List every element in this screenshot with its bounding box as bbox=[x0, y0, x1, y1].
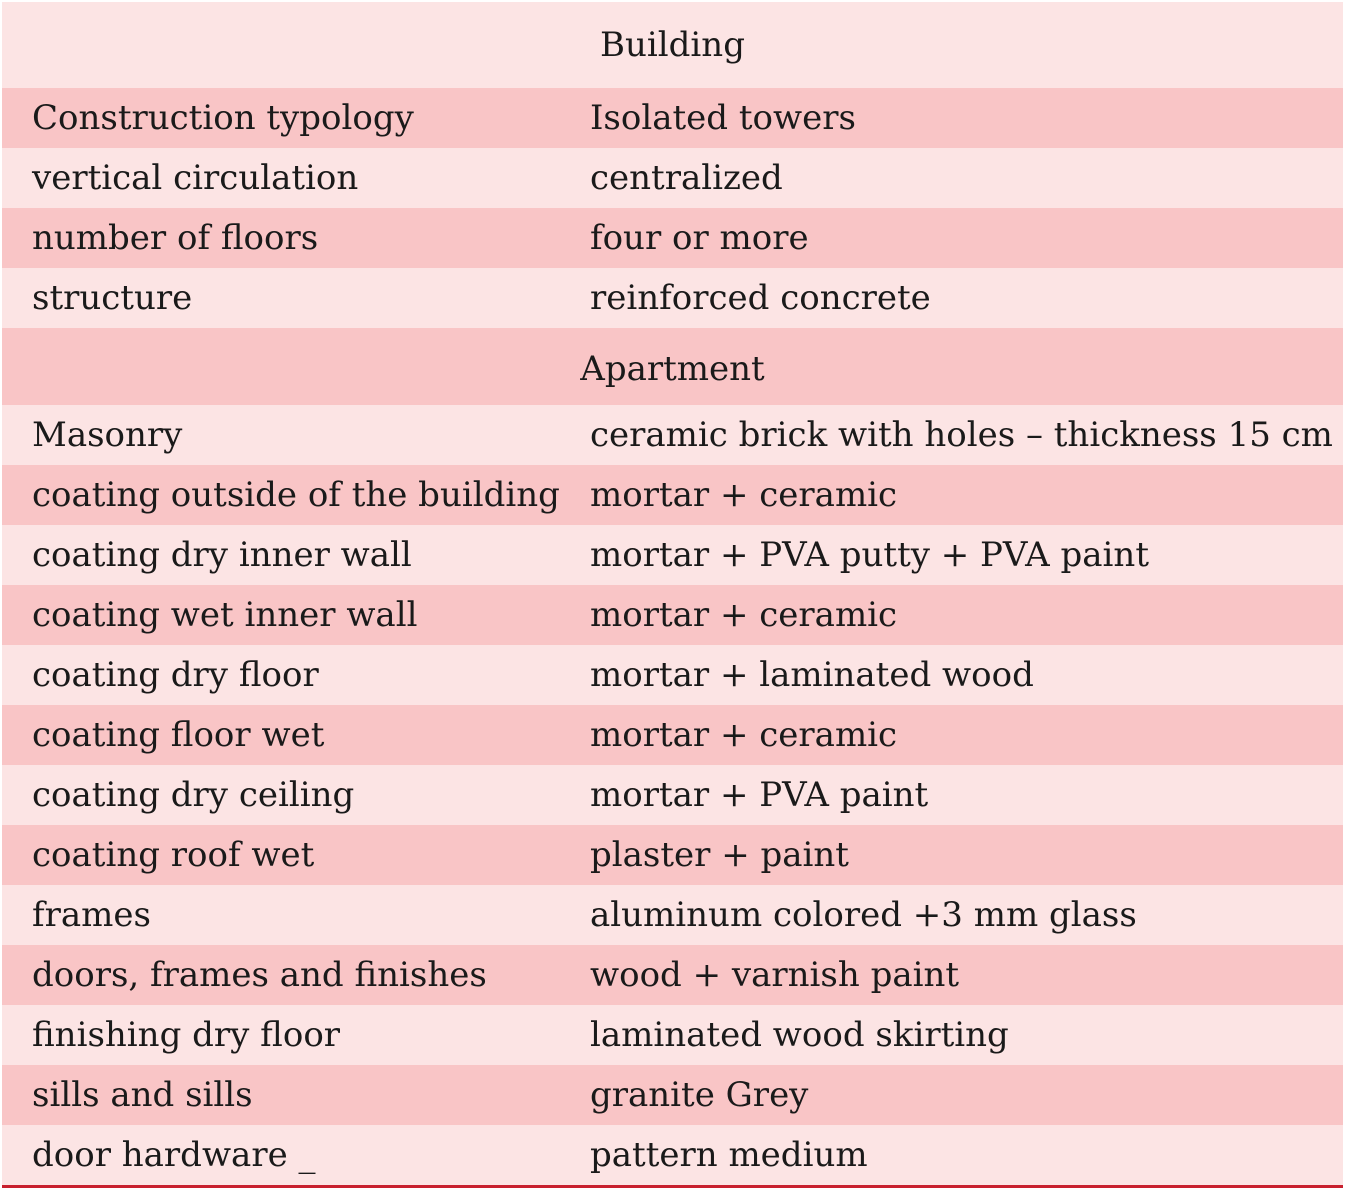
row-value: laminated wood skirting bbox=[590, 1015, 1009, 1055]
row-value: granite Grey bbox=[590, 1075, 809, 1115]
row-label: number of floors bbox=[32, 218, 319, 258]
section-header-building bbox=[2, 2, 1343, 88]
row-value: ceramic brick with holes – thickness 15 cm bbox=[590, 415, 1333, 455]
row-label: coating outside of the building bbox=[32, 475, 560, 515]
table-row bbox=[2, 268, 1343, 328]
row-label: structure bbox=[32, 278, 193, 318]
row-label: doors, frames and finishes bbox=[32, 955, 487, 995]
row-value: mortar + ceramic bbox=[590, 475, 898, 515]
table-row bbox=[2, 208, 1343, 268]
row-value: four or more bbox=[590, 218, 809, 258]
table-row bbox=[2, 585, 1343, 645]
row-label: vertical circulation bbox=[32, 158, 359, 198]
row-value: centralized bbox=[590, 158, 783, 198]
row-label: coating dry ceiling bbox=[32, 775, 355, 815]
table-row bbox=[2, 945, 1343, 1005]
section-title: Building bbox=[600, 25, 745, 65]
row-value: mortar + ceramic bbox=[590, 595, 898, 635]
row-value: mortar + PVA paint bbox=[590, 775, 929, 815]
row-label: frames bbox=[32, 895, 151, 935]
materials-table bbox=[2, 2, 1343, 1188]
row-value: wood + varnish paint bbox=[590, 955, 960, 995]
row-value: mortar + PVA putty + PVA paint bbox=[590, 535, 1149, 575]
row-value: Isolated towers bbox=[590, 98, 856, 138]
row-label: door hardware _ bbox=[32, 1135, 316, 1175]
table-row bbox=[2, 465, 1343, 525]
row-label: finishing dry floor bbox=[32, 1015, 341, 1055]
row-value: pattern medium bbox=[590, 1135, 868, 1175]
table-row bbox=[2, 885, 1343, 945]
table-row bbox=[2, 645, 1343, 705]
section-title: Apartment bbox=[580, 348, 765, 389]
table-row bbox=[2, 525, 1343, 585]
row-label: coating dry inner wall bbox=[32, 535, 412, 575]
row-label: Construction typology bbox=[32, 98, 414, 138]
row-value: mortar + laminated wood bbox=[590, 655, 1034, 695]
table-row bbox=[2, 705, 1343, 765]
row-value: mortar + ceramic bbox=[590, 715, 898, 755]
table-row bbox=[2, 148, 1343, 208]
section-header-apartment bbox=[2, 328, 1343, 405]
row-label: coating wet inner wall bbox=[32, 595, 418, 635]
table-row bbox=[2, 1125, 1343, 1185]
row-value: plaster + paint bbox=[590, 835, 849, 875]
row-value: aluminum colored +3 mm glass bbox=[590, 895, 1137, 935]
table-row bbox=[2, 765, 1343, 825]
table-row bbox=[2, 825, 1343, 885]
table-row bbox=[2, 1065, 1343, 1125]
row-label: coating floor wet bbox=[32, 715, 325, 755]
table-row bbox=[2, 88, 1343, 148]
row-label: coating dry floor bbox=[32, 655, 319, 695]
table-row bbox=[2, 1005, 1343, 1065]
row-label: Masonry bbox=[32, 415, 183, 455]
row-label: sills and sills bbox=[32, 1075, 253, 1115]
row-label: coating roof wet bbox=[32, 835, 315, 875]
row-value: reinforced concrete bbox=[590, 278, 931, 318]
table-row bbox=[2, 405, 1343, 465]
